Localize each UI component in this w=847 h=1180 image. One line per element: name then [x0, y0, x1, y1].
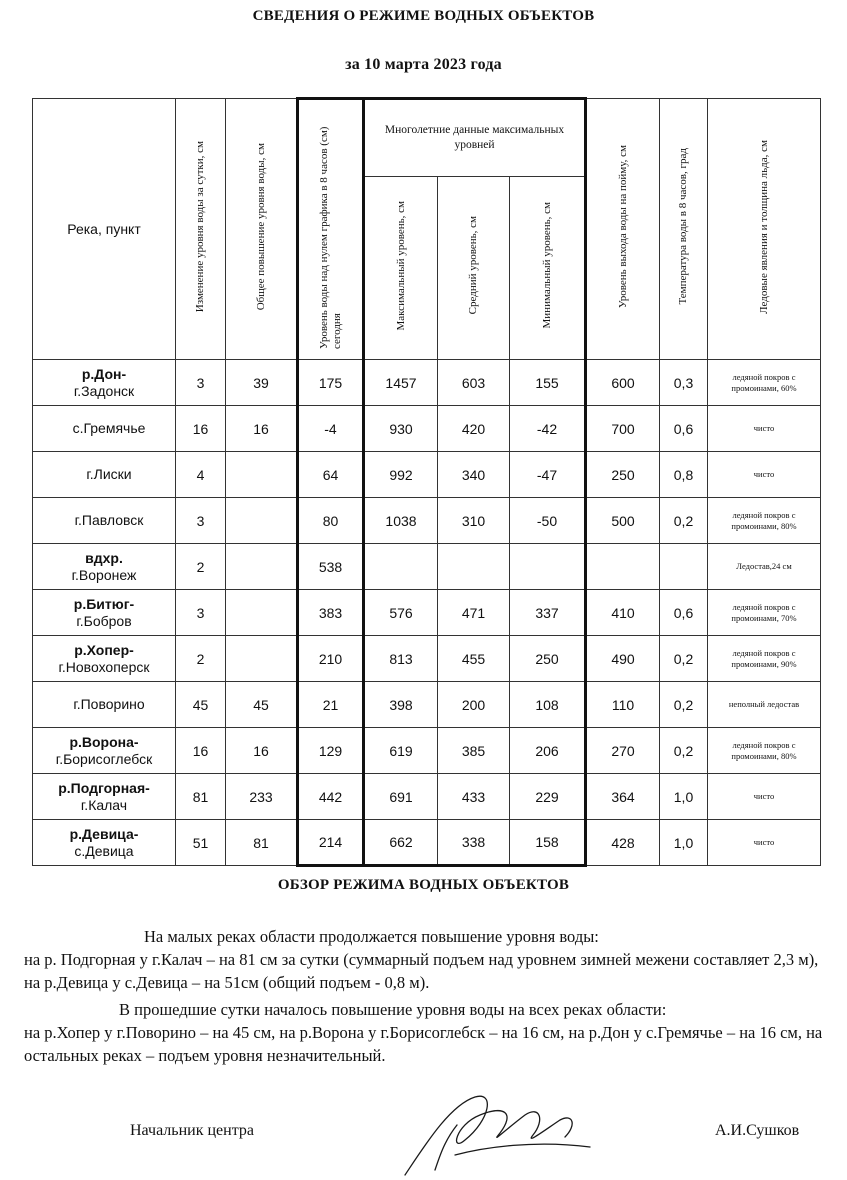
cell-daily-change: 3 — [176, 498, 226, 544]
cell-river-point — [33, 544, 176, 590]
cell-temperature: 0,2 — [660, 636, 708, 682]
cell-total-rise — [226, 498, 298, 544]
cell-ice: чисто — [708, 774, 821, 820]
cell-daily-change: 3 — [176, 590, 226, 636]
cell-ice: ледяной покров с промоинами, 90% — [708, 636, 821, 682]
cell-mean-level: 420 — [438, 406, 510, 452]
cell-temperature: 1,0 — [660, 820, 708, 866]
cell-river-point — [33, 774, 176, 820]
header-longterm-group: Многолетние данные максимальных уровней — [364, 99, 586, 177]
cell-flood-level: 490 — [586, 636, 660, 682]
cell-river-point — [33, 406, 176, 452]
river-name: р.Битюг- — [73, 595, 135, 612]
cell-flood-level: 110 — [586, 682, 660, 728]
cell-flood-level: 428 — [586, 820, 660, 866]
cell-level-8h: 538 — [298, 544, 364, 590]
cell-daily-change: 3 — [176, 360, 226, 406]
cell-temperature: 0,6 — [660, 406, 708, 452]
cell-ice: чисто — [708, 406, 821, 452]
cell-min-level: -47 — [510, 452, 586, 498]
point-name: г.Поворино — [73, 696, 145, 712]
cell-mean-level: 310 — [438, 498, 510, 544]
header-ice: Ледовые явления и толщина льда, см — [708, 99, 821, 360]
water-regime-table — [32, 97, 821, 867]
cell-mean-level: 200 — [438, 682, 510, 728]
point-name: с.Девица — [74, 842, 134, 859]
point-name: г.Калач — [80, 796, 128, 813]
cell-mean-level — [438, 544, 510, 590]
cell-mean-level: 338 — [438, 820, 510, 866]
cell-flood-level: 250 — [586, 452, 660, 498]
cell-flood-level: 270 — [586, 728, 660, 774]
cell-total-rise — [226, 636, 298, 682]
cell-level-8h: 442 — [298, 774, 364, 820]
point-name: г.Новохоперск — [58, 658, 150, 675]
table-row — [33, 728, 821, 774]
cell-ice: ледяной покров с промоинами, 80% — [708, 728, 821, 774]
river-name: р.Девица- — [69, 825, 139, 842]
cell-max-level: 992 — [364, 452, 438, 498]
cell-flood-level: 364 — [586, 774, 660, 820]
paragraph-1-lead: На малых реках области продолжается повышение уровня воды: — [144, 927, 599, 946]
point-name: г.Лиски — [86, 466, 132, 482]
cell-daily-change: 4 — [176, 452, 226, 498]
cell-min-level: 250 — [510, 636, 586, 682]
cell-max-level: 813 — [364, 636, 438, 682]
cell-max-level: 1038 — [364, 498, 438, 544]
cell-daily-change: 2 — [176, 636, 226, 682]
cell-level-8h: 64 — [298, 452, 364, 498]
cell-min-level: 229 — [510, 774, 586, 820]
table-row — [33, 590, 821, 636]
cell-min-level: -50 — [510, 498, 586, 544]
cell-river-point — [33, 360, 176, 406]
river-name: р.Дон- — [81, 365, 127, 382]
signature-role: Начальник центра — [130, 1122, 254, 1139]
review-paragraph-2 — [24, 998, 824, 1067]
table-row — [33, 682, 821, 728]
cell-level-8h: 129 — [298, 728, 364, 774]
cell-mean-level: 340 — [438, 452, 510, 498]
cell-daily-change: 16 — [176, 728, 226, 774]
cell-max-level: 619 — [364, 728, 438, 774]
point-name: г.Воронеж — [71, 566, 137, 583]
cell-temperature: 0,2 — [660, 498, 708, 544]
cell-temperature: 0,6 — [660, 590, 708, 636]
cell-river-point — [33, 636, 176, 682]
cell-river-point — [33, 820, 176, 866]
header-river-point: Река, пункт — [33, 99, 176, 360]
cell-flood-level: 410 — [586, 590, 660, 636]
cell-ice: чисто — [708, 452, 821, 498]
cell-level-8h: 175 — [298, 360, 364, 406]
cell-min-level: -42 — [510, 406, 586, 452]
cell-total-rise: 45 — [226, 682, 298, 728]
cell-mean-level: 455 — [438, 636, 510, 682]
header-daily-change: Изменение уровня воды за сутки, см — [176, 99, 226, 360]
cell-mean-level: 433 — [438, 774, 510, 820]
review-paragraph-1 — [24, 925, 824, 994]
table-row — [33, 498, 821, 544]
cell-flood-level — [586, 544, 660, 590]
cell-ice: ледяной покров с промоинами, 70% — [708, 590, 821, 636]
cell-ice: чисто — [708, 820, 821, 866]
cell-daily-change: 2 — [176, 544, 226, 590]
cell-total-rise: 16 — [226, 406, 298, 452]
cell-river-point — [33, 682, 176, 728]
cell-temperature: 0,2 — [660, 728, 708, 774]
table-row — [33, 360, 821, 406]
cell-max-level: 398 — [364, 682, 438, 728]
table-row — [33, 406, 821, 452]
cell-flood-level: 600 — [586, 360, 660, 406]
cell-total-rise: 81 — [226, 820, 298, 866]
cell-mean-level: 385 — [438, 728, 510, 774]
cell-daily-change: 16 — [176, 406, 226, 452]
paragraph-2-lead: В прошедшие сутки началось повышение уровня воды на всех реках области: — [119, 1000, 667, 1019]
point-name: г.Задонск — [73, 382, 135, 399]
table-row — [33, 452, 821, 498]
cell-min-level — [510, 544, 586, 590]
cell-temperature: 1,0 — [660, 774, 708, 820]
header-level-8h: Уровень воды над нулем графика в 8 часов (см) сегодня — [298, 99, 364, 360]
cell-daily-change: 51 — [176, 820, 226, 866]
point-name: г.Бобров — [76, 612, 132, 629]
cell-temperature: 0,2 — [660, 682, 708, 728]
cell-river-point — [33, 728, 176, 774]
cell-mean-level: 471 — [438, 590, 510, 636]
handwritten-signature — [395, 1085, 595, 1180]
cell-river-point — [33, 498, 176, 544]
cell-total-rise — [226, 590, 298, 636]
cell-min-level: 155 — [510, 360, 586, 406]
header-mean-level: Средний уровень, см — [438, 177, 510, 360]
document-date: за 10 марта 2023 года — [345, 56, 502, 73]
header-total-rise: Общее повышение уровня воды, см — [226, 99, 298, 360]
signature-name: А.И.Сушков — [715, 1122, 800, 1139]
table-row — [33, 636, 821, 682]
cell-level-8h: 214 — [298, 820, 364, 866]
table-row — [33, 774, 821, 820]
cell-mean-level: 603 — [438, 360, 510, 406]
cell-total-rise: 16 — [226, 728, 298, 774]
cell-total-rise: 233 — [226, 774, 298, 820]
cell-ice: Ледостав,24 см — [708, 544, 821, 590]
cell-max-level: 930 — [364, 406, 438, 452]
table-row — [33, 820, 821, 866]
river-name: р.Хопер- — [74, 641, 134, 658]
point-name: г.Павловск — [74, 512, 144, 528]
cell-river-point — [33, 590, 176, 636]
cell-min-level: 158 — [510, 820, 586, 866]
cell-temperature: 0,8 — [660, 452, 708, 498]
cell-temperature: 0,3 — [660, 360, 708, 406]
river-name: вдхр. — [85, 549, 123, 566]
table-row — [33, 544, 821, 590]
cell-temperature — [660, 544, 708, 590]
cell-min-level: 108 — [510, 682, 586, 728]
paragraph-1-body: на р. Подгорная у г.Калач – на 81 см за сутки (суммарный подъем над уровнем зимней межени составляет 2,3 м), на р.Девица у с.Девица – на 51см (общий подъем - 0,8 м). — [24, 950, 819, 992]
cell-ice: ледяной покров с промоинами, 80% — [708, 498, 821, 544]
cell-level-8h: -4 — [298, 406, 364, 452]
cell-max-level: 1457 — [364, 360, 438, 406]
cell-max-level: 576 — [364, 590, 438, 636]
cell-flood-level: 700 — [586, 406, 660, 452]
cell-total-rise — [226, 452, 298, 498]
cell-ice: ледяной покров с промоинами, 60% — [708, 360, 821, 406]
cell-level-8h: 21 — [298, 682, 364, 728]
cell-daily-change: 45 — [176, 682, 226, 728]
header-min-level: Минимальный уровень, см — [510, 177, 586, 360]
document-title: СВЕДЕНИЯ О РЕЖИМЕ ВОДНЫХ ОБЪЕКТОВ — [252, 8, 595, 24]
cell-level-8h: 80 — [298, 498, 364, 544]
cell-max-level — [364, 544, 438, 590]
header-temperature: Температура воды в 8 часов, град — [660, 99, 708, 360]
header-max-level: Максимальный уровень, см — [364, 177, 438, 360]
paragraph-2-body: на р.Хопер у г.Поворино – на 45 см, на р.Ворона у г.Борисоглебск – на 16 см, на р.Дон у с.Гремячье – на 16 см, на остальных реках – подъем уровня незначительный. — [24, 1023, 823, 1065]
header-flood-level: Уровень выхода воды на пойму, см — [586, 99, 660, 360]
cell-flood-level: 500 — [586, 498, 660, 544]
point-name: г.Борисоглебск — [55, 750, 153, 767]
cell-min-level: 206 — [510, 728, 586, 774]
point-name: с.Гремячье — [72, 420, 146, 436]
river-name: р.Ворона- — [69, 733, 139, 750]
review-title: ОБЗОР РЕЖИМА ВОДНЫХ ОБЪЕКТОВ — [277, 877, 570, 893]
cell-max-level: 662 — [364, 820, 438, 866]
cell-total-rise: 39 — [226, 360, 298, 406]
cell-level-8h: 383 — [298, 590, 364, 636]
table-body — [33, 360, 821, 866]
cell-max-level: 691 — [364, 774, 438, 820]
cell-daily-change: 81 — [176, 774, 226, 820]
cell-ice: неполный ледостав — [708, 682, 821, 728]
cell-min-level: 337 — [510, 590, 586, 636]
cell-river-point — [33, 452, 176, 498]
cell-total-rise — [226, 544, 298, 590]
cell-level-8h: 210 — [298, 636, 364, 682]
river-name: р.Подгорная- — [58, 779, 150, 796]
